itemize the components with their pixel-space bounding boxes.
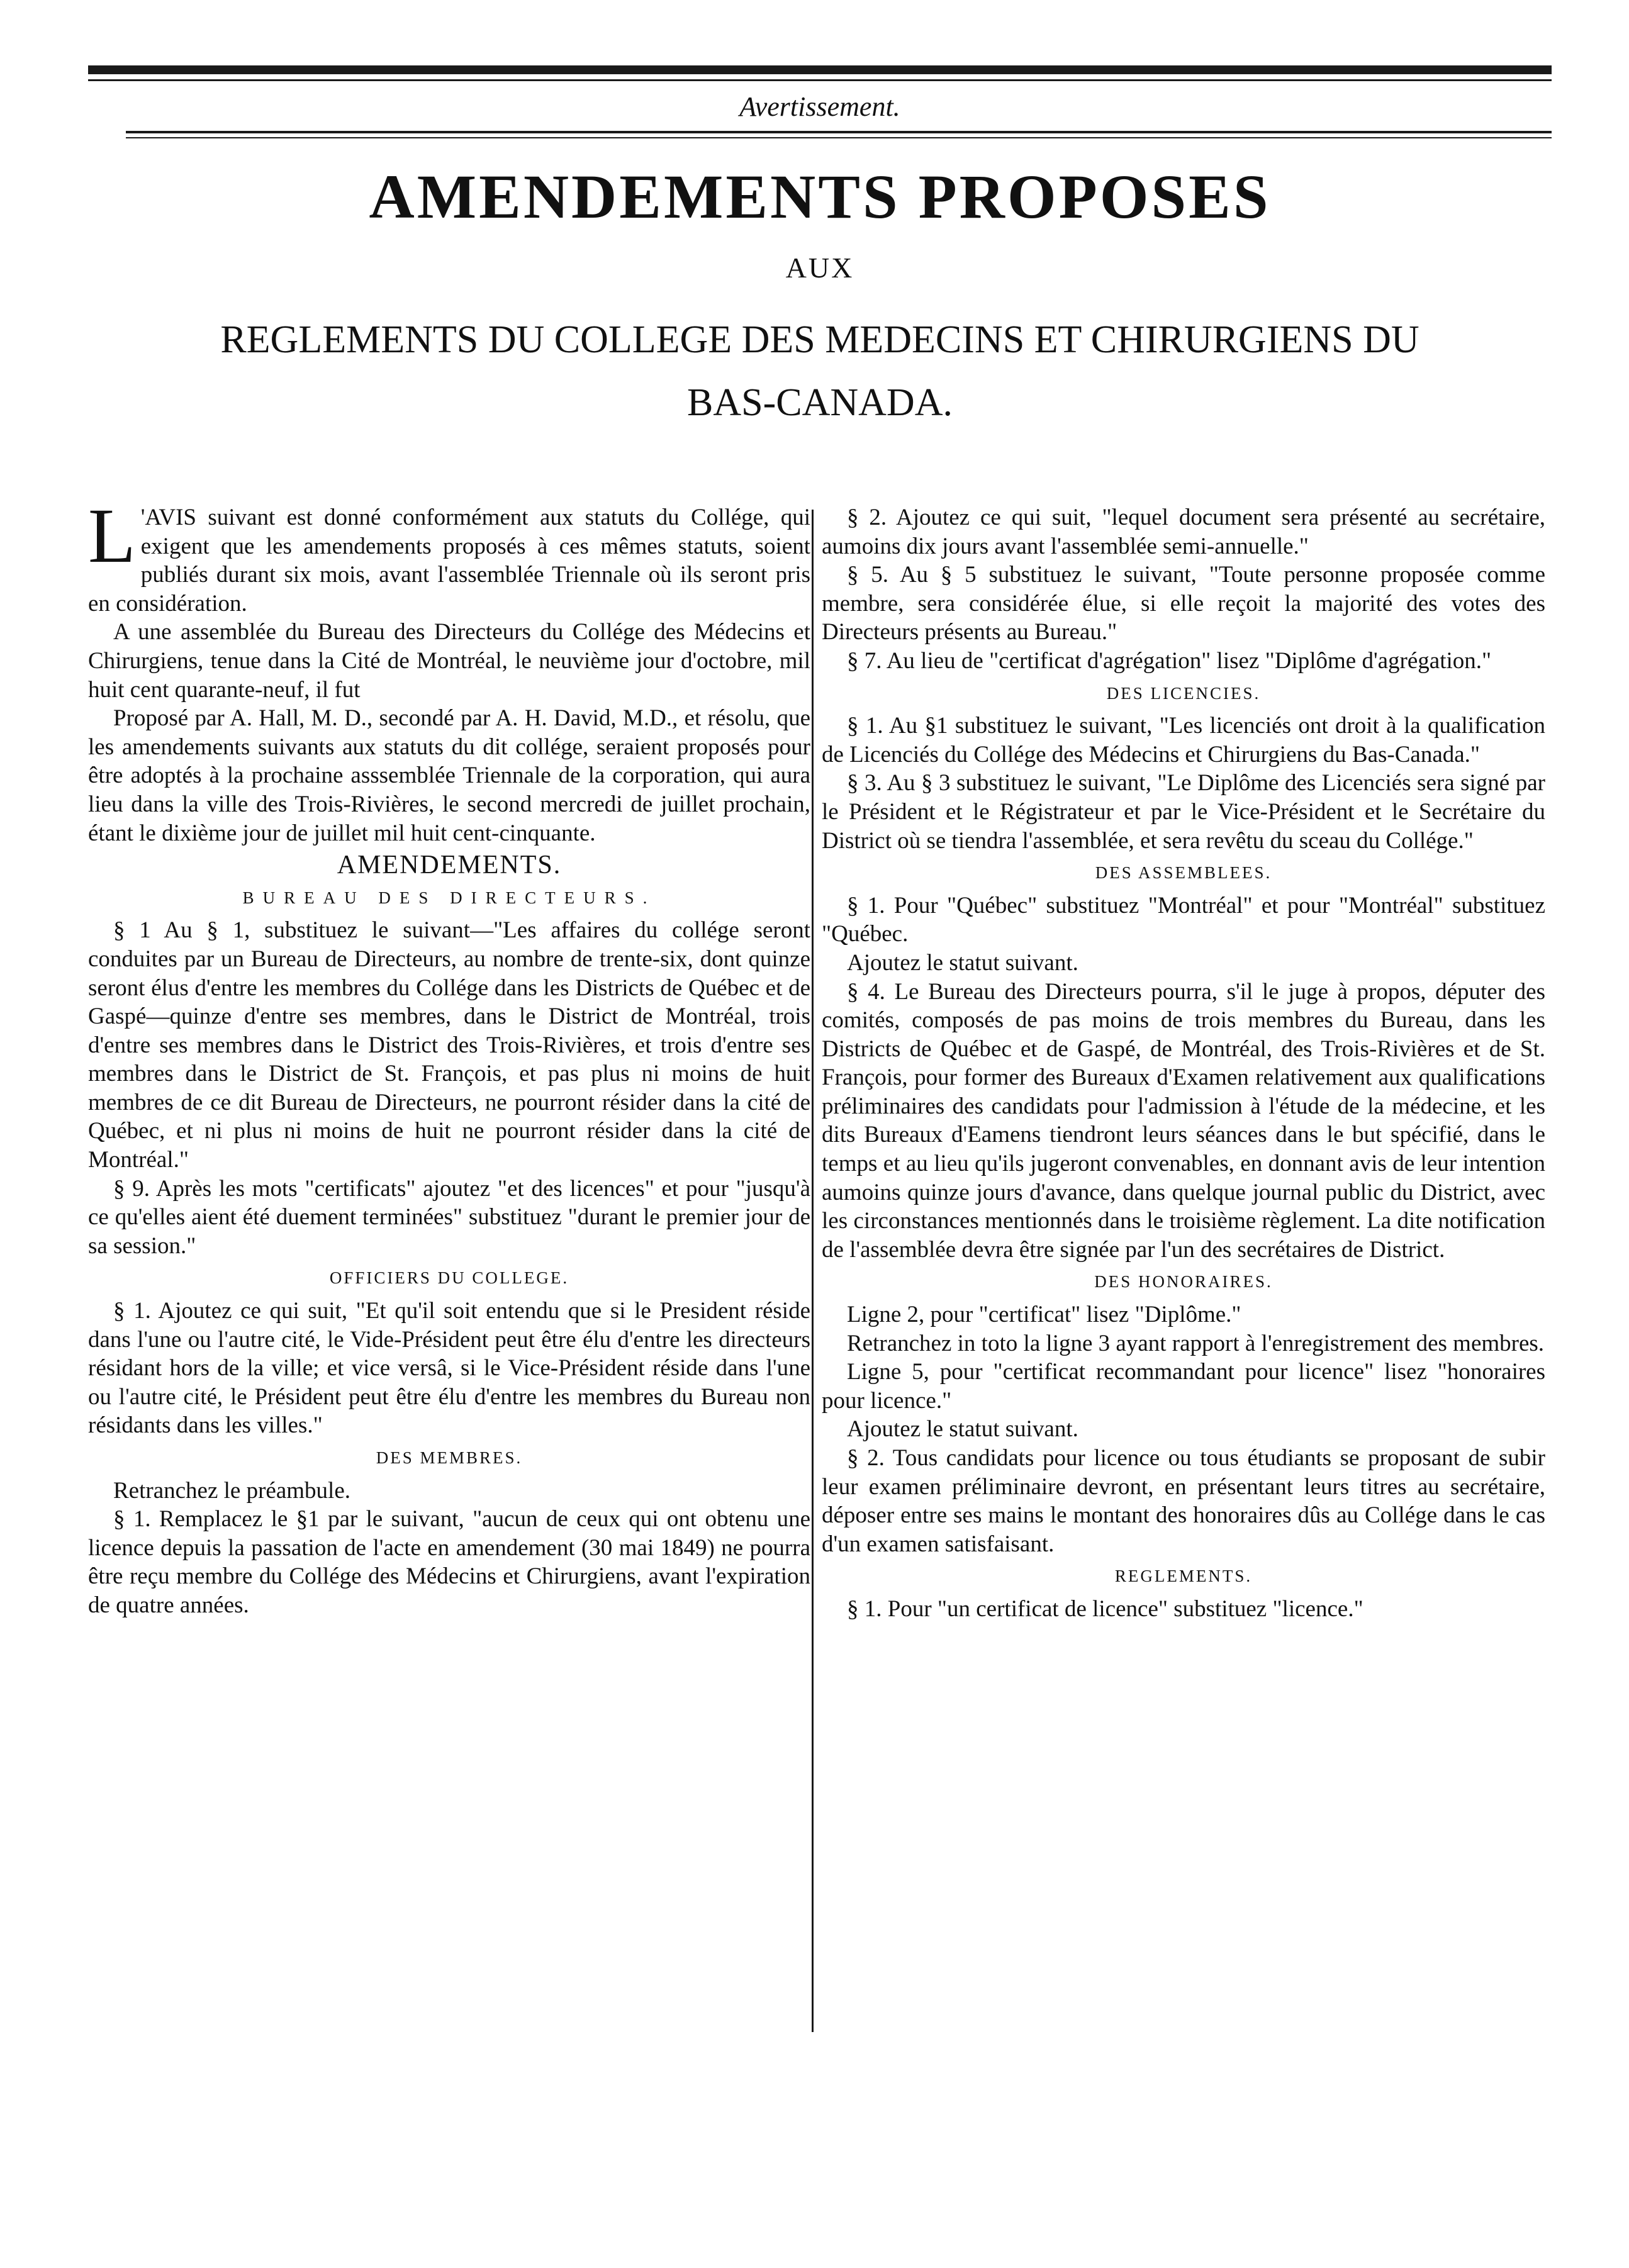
section-heading: BUREAU DES DIRECTEURS. — [242, 888, 656, 907]
section-heading: REGLEMENTS. — [1114, 1567, 1253, 1586]
paragraph: § 9. Après les mots "certificats" ajoutez "et des licences" et pour "jusqu'à ce qu'elles aient été duement terminées" substituez "durant le premier jour de sa session." — [88, 1175, 810, 1259]
intro-paragraph — [88, 493, 810, 618]
paragraph: § 4. Le Bureau des Directeurs pourra, s'il le juge à propos, députer des comités, composés de pas moins de trois membres du Bureau, dans les Districts de Québec et de Gaspé, de Montréal, des Trois-Rivières et de St. François, pour former des Bureaux d'Examen relativement aux qualifications préliminaires des candidats pour l'admission à l'étude de la médecine, et les dits Bureaux d'Eamens tiendront leurs séances dans le but spécifié, dans le temps et au lieu qu'ils jugeront convenables, en donnant avis de leur intention aumoins quinze jours d'avance, dans quelque journal public du District, avec les circonstances mentionnés dans le troisième règlement. La dite notification de l'assemblée devra être signée par l'un des secrétaires de District. — [822, 978, 1545, 1263]
page-subtitle — [88, 308, 1552, 434]
section-heading: DES MEMBRES. — [376, 1448, 523, 1467]
paragraph: § 1. Pour "un certificat de licence" substituez "licence." — [847, 1595, 1363, 1622]
subtitle-line-1: REGLEMENTS DU COLLEGE DES MEDECINS ET CHIRURGIENS DU — [220, 318, 1419, 361]
paragraph: Ligne 2, pour "certificat" lisez "Diplôme." — [847, 1302, 1241, 1328]
paragraph: Ligne 5, pour "certificat recommandant pour licence" lisez "honoraires pour licence." — [822, 1359, 1545, 1414]
section-heading: DES ASSEMBLEES. — [1095, 863, 1272, 883]
paragraph: § 3. Au § 3 substituez le suivant, "Le Diplôme des Licenciés sera signé par le Président et le Régistrateur et par le Vice-Président et le Secrétaire du District où se tiendra l'assemblée, et sera revêtu du sceau du Collége." — [822, 770, 1545, 854]
top-rule-thin — [88, 79, 1552, 81]
paragraph: § 1. Remplacez le §1 par le suivant, "aucun de ceux qui ont obtenu une licence depuis la passation de l'acte en amendement (30 mai 1849) ne pourra être reçu membre du Collége des Médecins et Chirurgiens, avant l'expiration de quatre années. — [88, 1506, 810, 1618]
section-heading: DES LICENCIES. — [1106, 683, 1261, 703]
column-divider — [812, 510, 814, 2032]
subtitle-line-2: BAS-CANADA. — [687, 381, 953, 424]
section-heading: OFFICIERS DU COLLEGE. — [329, 1268, 569, 1288]
page-title: AMENDEMENTS PROPOSES — [369, 162, 1271, 232]
paragraph: Retranchez le préambule. — [113, 1477, 350, 1504]
section-heading: DES HONORAIRES. — [1094, 1272, 1273, 1292]
title-connector: AUX — [785, 252, 854, 284]
paragraph: § 1. Ajoutez ce qui suit, "Et qu'il soit entendu que si le President réside dans l'une ou l'autre cité, le Vide-Président peut être élu d'entre les directeurs résidant hors de la ville; et vice versâ, si le Vice-Président réside dans l'une ou l'autre cité, le Président peut être élu d'entre les membres du Bureau non résidants dans les villes." — [88, 1298, 810, 1439]
paragraph: Ajoutez le statut suivant. — [847, 1416, 1078, 1443]
paragraph: Retranchez in toto la ligne 3 ayant rapport à l'enregistrement des membres. — [847, 1330, 1545, 1356]
paragraph: § 2. Tous candidats pour licence ou tous étudiants se proposant de subir leur examen préliminaire devront, en présentant leurs titres au secrétaire, déposer entre ses mains le montant des honoraires dûs au Collége dans le cas d'un examen satisfaisant. — [822, 1445, 1545, 1557]
paragraph: § 1 Au § 1, substituez le suivant—"Les affaires du collége seront conduites par un Bureau de Directeurs, au nombre de trente-six, dont quinze seront élus d'entre les membres du Collége dans les Districts de Québec et de Gaspé—quinze d'entre ses membres, dans le District de Montréal, trois d'entre ses membres dans le District des Trois-Rivières, et trois d'entre ses membres dans le District de St. François, et pas plus ni moins de huit membres de ce dit Bureau de Directeurs, ne pourront résider dans la cité de Québec, et ni plus ni moins de huit ne pourront résider dans la cité de Montréal." — [88, 917, 810, 1173]
paragraph: Ajoutez le statut suivant. — [847, 949, 1078, 976]
paragraph: § 2. Ajoutez ce qui suit, "lequel document sera présenté au secrétaire, aumoins dix jours avant l'assemblée semi-annuelle." — [822, 505, 1545, 559]
paragraph: § 1. Pour "Québec" substituez "Montréal" et pour "Montréal" substituez "Québec. — [822, 892, 1545, 947]
left-column — [88, 493, 810, 1620]
top-rule — [88, 65, 1552, 74]
paragraph: Proposé par A. Hall, M. D., secondé par A. H. David, M.D., et résolu, que les amendements suivants aux statuts du dit collége, seraient proposés pour être adoptés à la prochaine asssemblée Triennale de la corporation, qui aura lieu dans la ville des Trois-Rivières, le second mercredi de juillet prochain, étant le dixième jour de juillet mil huit cent-cinquante. — [88, 705, 810, 846]
section-heading: AMENDEMENTS. — [337, 851, 562, 880]
intro-text: 'AVIS suivant est donné conformément aux statuts du Collége, qui exigent que les amendements proposés à ces mêmes statuts, soient publiés durant six mois, avant l'assemblée Triennale où ils seront pris en considération. — [88, 505, 810, 617]
paragraph: A une assemblée du Bureau des Directeurs du Collége des Médecins et Chirurgiens, tenue dans la Cité de Montréal, le neuvième jour d'octobre, mil huit cent quarante-neuf, il fut — [88, 619, 810, 703]
paragraph: § 1. Au §1 substituez le suivant, "Les licenciés ont droit à la qualification de Licenciés du Collége des Médecins et Chirurgiens du Bas-Canada." — [822, 713, 1545, 768]
divider — [126, 137, 1552, 138]
drop-cap: L — [88, 493, 136, 579]
running-head: Avertissement. — [739, 91, 900, 122]
paragraph: § 5. Au § 5 substituez le suivant, "Toute personne proposée comme membre, sera considérée élue, si elle reçoit la majorité des votes des Directeurs présents au Bureau." — [822, 562, 1545, 645]
right-column — [822, 503, 1545, 1624]
paragraph: § 7. Au lieu de "certificat d'agrégation" lisez "Diplôme d'agrégation." — [847, 647, 1492, 674]
divider — [126, 131, 1552, 133]
